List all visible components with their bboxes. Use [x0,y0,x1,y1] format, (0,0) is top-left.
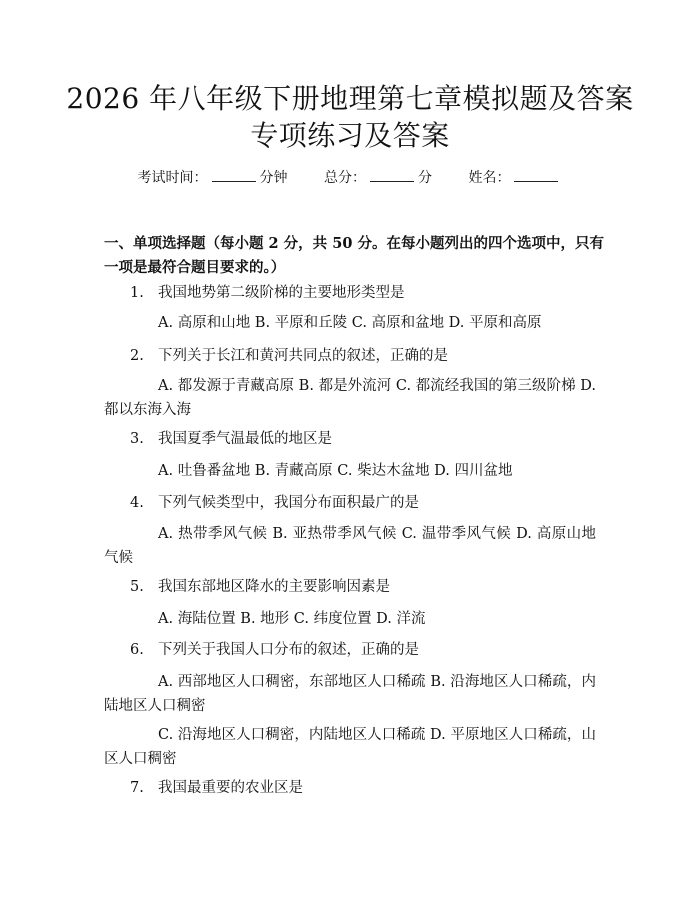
section-heading: 一、单项选择题（每小题 2 分，共 50 分。在每小题列出的四个选项中，只有一项是最符合题目要求的。） [104,235,604,276]
question-stem: 2. 下列关于长江和黄河共同点的叙述，正确的是 [130,348,448,364]
exam-time-field [138,170,288,186]
total-score-blank [370,169,414,182]
question-stem: 6. 下列关于我国人口分布的叙述，正确的是 [130,642,419,658]
question-stem: 7. 我国最重要的农业区是 [130,780,303,796]
total-score-field [324,170,432,186]
question-options: C. 沿海地区人口稠密，内陆地区人口稀疏 D. 平原地区人口稀疏，山区人口稠密 [104,727,596,767]
question-options: A. 都发源于青藏高原 B. 都是外流河 C. 都流经我国的第三级阶梯 D. 都以东海入海 [104,378,596,418]
question-options: A. 高原和山地 B. 平原和丘陵 C. 高原和盆地 D. 平原和高原 [158,315,542,331]
question-stem: 1. 我国地势第二级阶梯的主要地形类型是 [130,285,405,301]
question-stem: 3. 我国夏季气温最低的地区是 [130,431,332,447]
question-options: A. 西部地区人口稠密，东部地区人口稀疏 B. 沿海地区人口稀疏，内陆地区人口稠密 [104,674,596,714]
question-options: A. 吐鲁番盆地 B. 青藏高原 C. 柴达木盆地 D. 四川盆地 [158,463,513,479]
total-score-label: 总分： [324,170,366,186]
question-stem: 4. 下列气候类型中，我国分布面积最广的是 [130,495,419,511]
question-options: A. 热带季风气候 B. 亚热带季风气候 C. 温带季风气候 D. 高原山地气候 [104,526,596,566]
student-name-field [468,170,562,186]
exam-time-blank [212,169,256,182]
question-options: A. 海陆位置 B. 地形 C. 纬度位置 D. 洋流 [158,611,426,627]
student-name-label: 姓名： [468,170,511,186]
exam-info-line [0,168,700,188]
page-title: 2026 年八年级下册地理第七章模拟题及答案 [66,82,634,115]
question-stem: 5. 我国东部地区降水的主要影响因素是 [130,579,390,595]
total-score-unit: 分 [418,170,432,186]
exam-time-label: 考试时间： [137,170,208,186]
exam-time-unit: 分钟 [259,170,288,186]
page-subtitle: 专项练习及答案 [250,119,450,152]
student-name-blank [514,169,558,182]
